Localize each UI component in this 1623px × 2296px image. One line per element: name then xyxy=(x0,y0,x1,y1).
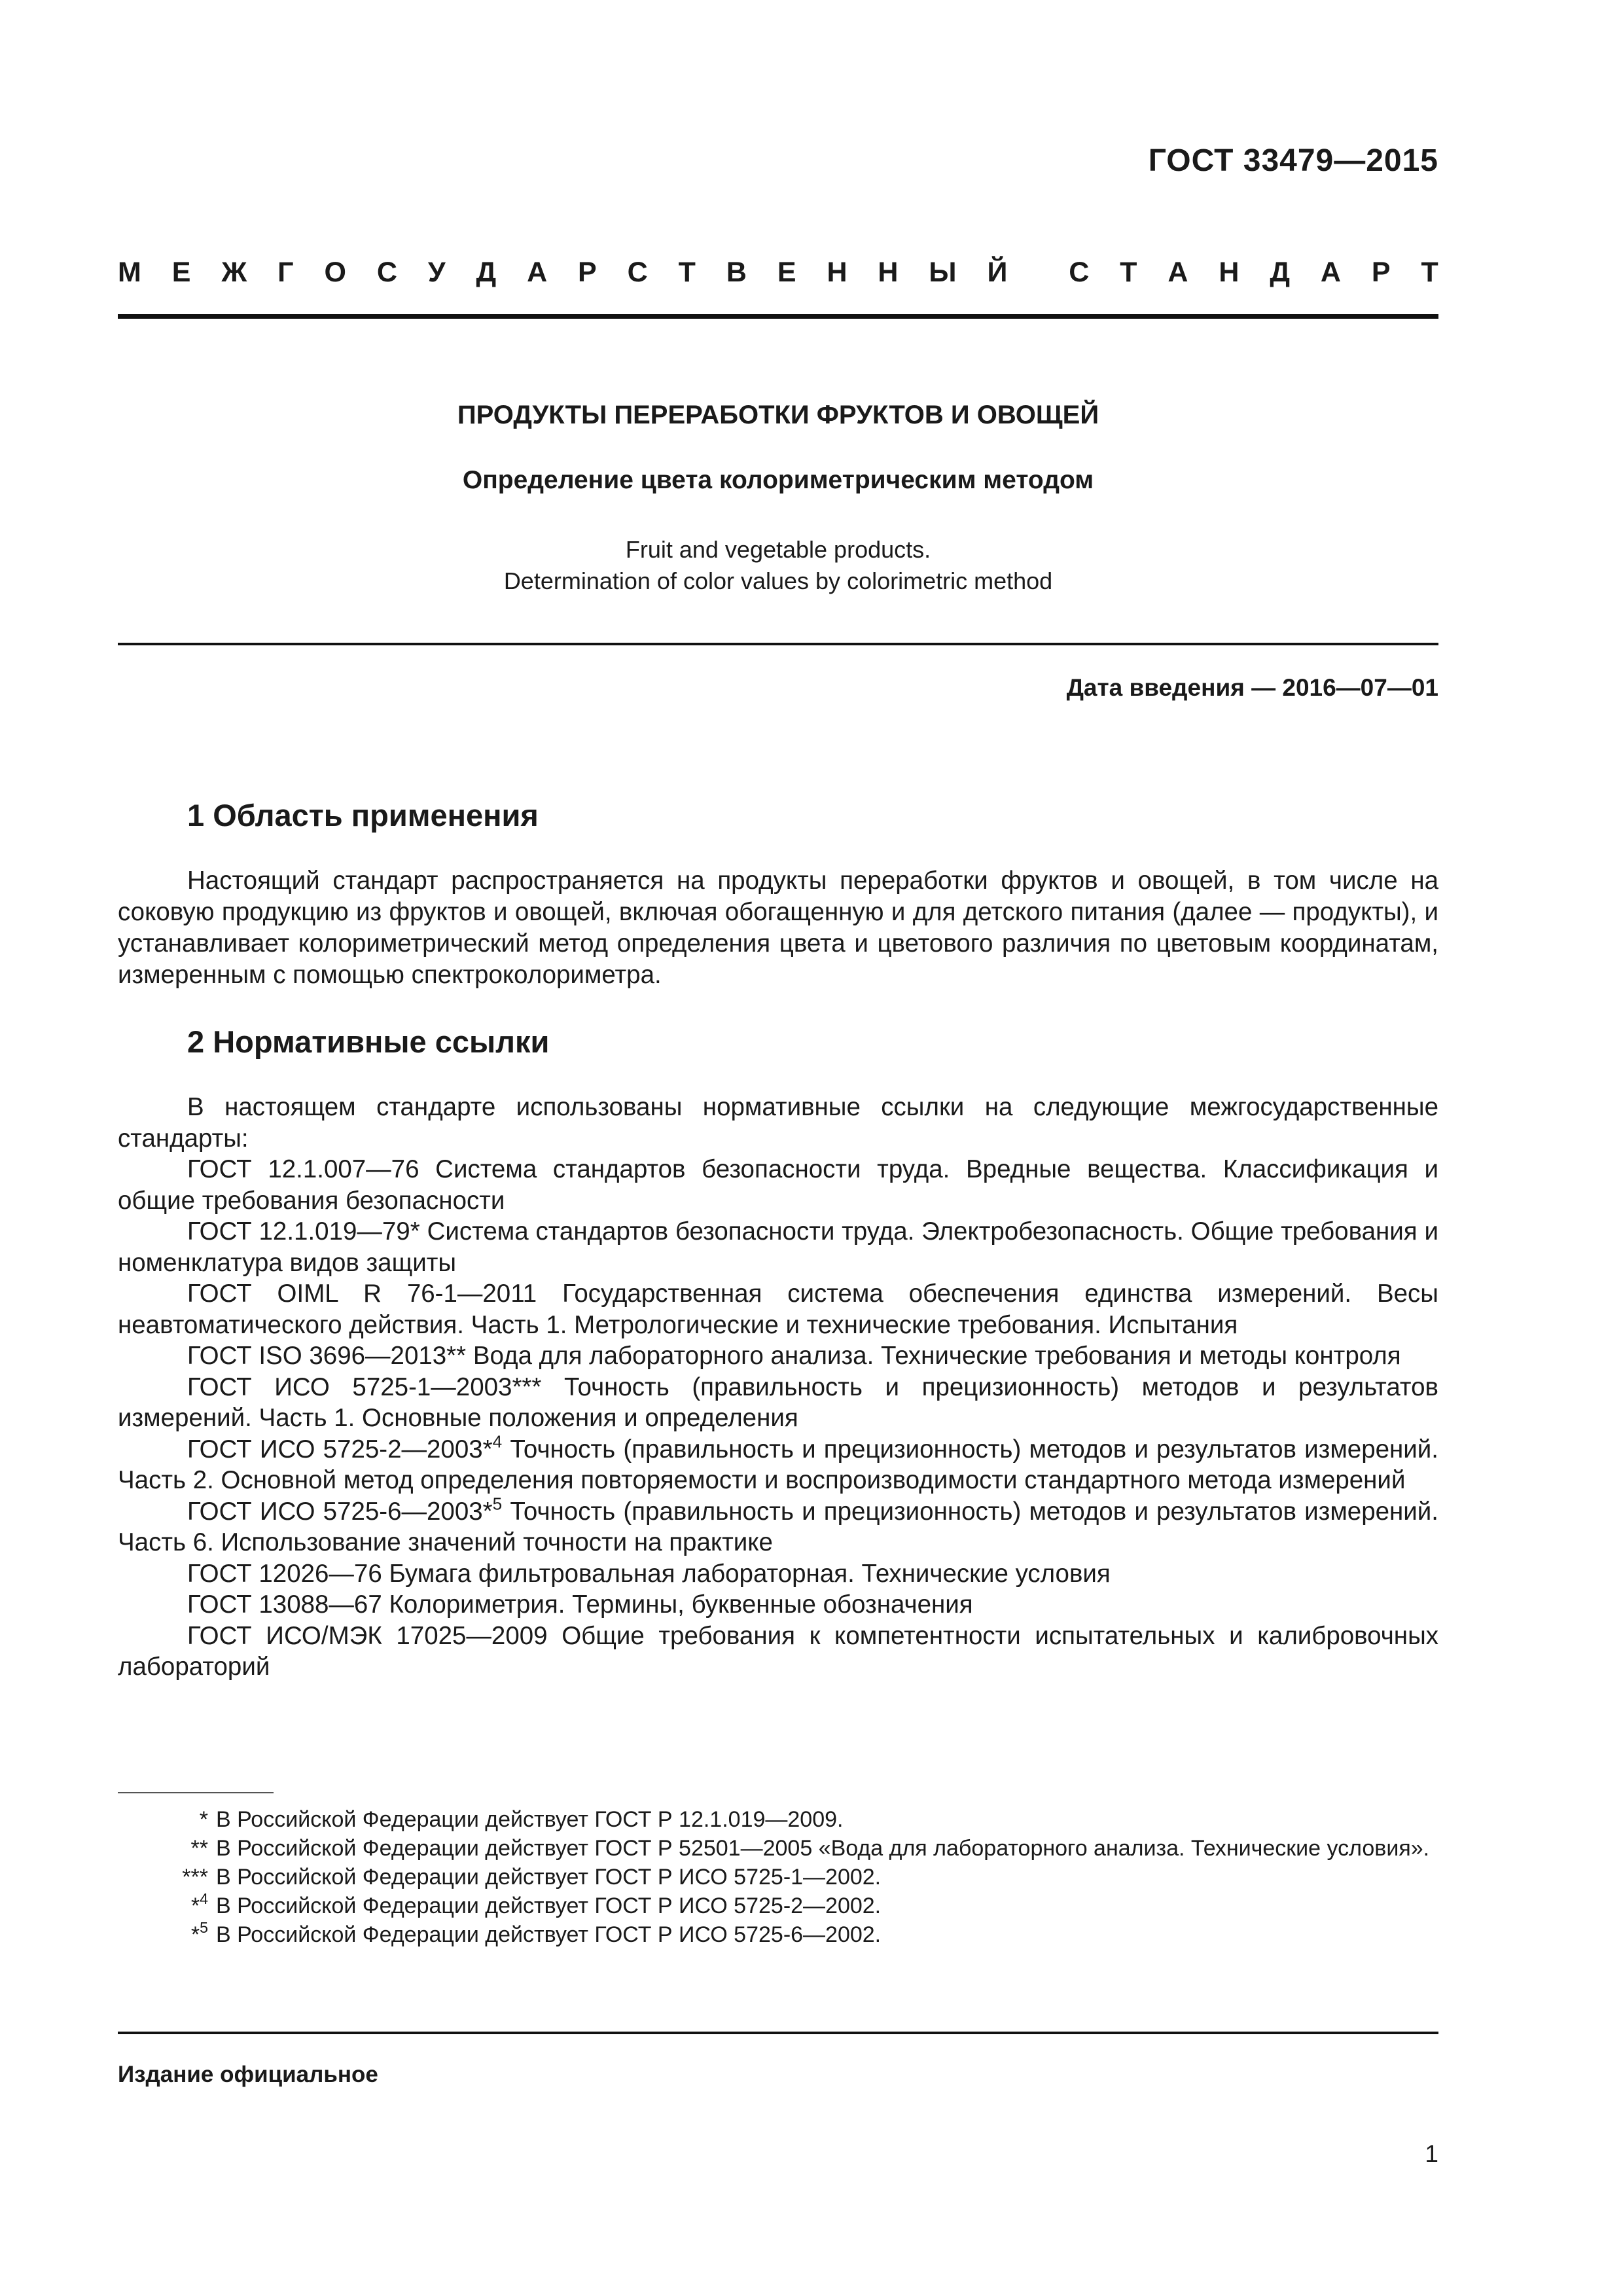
reference-item xyxy=(118,1621,1438,1683)
reference-item xyxy=(118,1154,1438,1216)
banner-letter: У xyxy=(427,257,446,288)
reference-code: ГОСТ OIML R 76-1—2011 xyxy=(187,1280,537,1308)
footnote-text: В Российской Федерации действует ГОСТ Р 52501—2005 «Вода для лабораторного анализа. Технические условия». xyxy=(216,1836,1430,1861)
reference-item xyxy=(118,1431,1439,1496)
banner-letter: Т xyxy=(1421,257,1438,288)
footnote-text: В Российской Федерации действует ГОСТ Р ИСО 5725-1—2002. xyxy=(216,1865,882,1890)
footnote-asterisk: * xyxy=(190,1922,200,1947)
banner-letter: Е xyxy=(777,257,796,288)
footnote-text: В Российской Федерации действует ГОСТ Р ИСО 5725-2—2002. xyxy=(216,1893,882,1918)
reference-item xyxy=(118,1340,1438,1372)
interstate-standard-banner xyxy=(118,257,1438,289)
footnote-text: В Российской Федерации действует ГОСТ Р ИСО 5725-6—2002. xyxy=(216,1922,882,1947)
footer-rule xyxy=(118,2032,1438,2034)
header-rule xyxy=(118,314,1438,319)
banner-letter: Й xyxy=(987,257,1008,288)
page-number: 1 xyxy=(1425,2140,1438,2167)
footnote-asterisk: * xyxy=(199,1807,208,1832)
banner-letter: Т xyxy=(678,257,696,288)
footnote-number: 5 xyxy=(200,1919,208,1937)
banner-letter: С xyxy=(627,257,648,288)
reference-item xyxy=(118,1589,1438,1621)
references-intro: В настоящем стандарте использованы нормативные ссылки на следующие межгосударственные стандарты: xyxy=(118,1093,1438,1153)
reference-code: ГОСТ ИСО 5725-1—2003*** xyxy=(187,1372,542,1401)
official-edition-label: Издание официальное xyxy=(118,2062,378,2087)
reference-title: Государственная система обеспечения единства измерений. Весы неавтоматического действия. Часть 1. Метрологические и технические требования. Испытания xyxy=(118,1280,1438,1339)
footnote-asterisk: * xyxy=(190,1893,200,1918)
reference-item xyxy=(118,1372,1438,1434)
banner-letter: Г xyxy=(277,257,294,288)
reference-title: Общие требования к компетентности испытательных и калибровочных лабораторий xyxy=(118,1621,1438,1681)
footnote xyxy=(118,1920,1438,1949)
normative-references xyxy=(118,1092,1438,1683)
footnote-asterisk: ** xyxy=(190,1836,208,1861)
footnote-number: 4 xyxy=(200,1890,208,1908)
reference-code: ГОСТ ИСО/МЭК 17025—2009 xyxy=(187,1621,548,1650)
banner-letter: М xyxy=(118,257,141,288)
reference-title: Бумага фильтровальная лабораторная. Технические условия xyxy=(389,1559,1111,1588)
reference-code: ГОСТ ИСО 5725-2—2003* xyxy=(187,1435,493,1463)
banner-letter: В xyxy=(726,257,747,288)
banner-letter: Д xyxy=(476,257,497,288)
footnote xyxy=(118,1805,1438,1834)
banner-letter: О xyxy=(324,257,346,288)
banner-letter: А xyxy=(527,257,548,288)
reference-code: ГОСТ 12.1.019—79* xyxy=(187,1217,420,1246)
reference-title: Система стандартов безопасности труда. Электробезопасность. Общие требования и номенклатура видов защиты xyxy=(118,1217,1438,1277)
banner-letter: Ы xyxy=(929,257,957,288)
footnote xyxy=(118,1863,1438,1892)
reference-code: ГОСТ ИСО 5725-6—2003* xyxy=(187,1497,493,1526)
reference-title: Точность (правильность и прецизионность) методов и результатов измерений. Часть 1. Основные положения и определения xyxy=(118,1372,1438,1432)
reference-title: Колориметрия. Термины, буквенные обозначения xyxy=(389,1590,973,1619)
footnote-asterisk: *** xyxy=(182,1865,208,1890)
footnote-mark xyxy=(118,1863,208,1892)
reference-title: Точность (правильность и прецизионность) методов и результатов измерений. Часть 6. Использование значений точности на практике xyxy=(118,1497,1439,1556)
reference-code: ГОСТ 12.1.007—76 xyxy=(187,1155,419,1183)
footnote-mark xyxy=(118,1805,208,1834)
section-1-paragraph: Настоящий стандарт распространяется на продукты переработки фруктов и овощей, в том числе на соковую продукцию из фруктов и овощей, включая обогащенную и для детского питания (далее — продукты), и устанавливает колориметрический метод определения цвета и цветового различия по цветовым координатам, измеренным с помощью спектроколориметра. xyxy=(118,867,1438,989)
banner-letter: А xyxy=(1168,257,1188,288)
banner-letter: Р xyxy=(578,257,597,288)
banner-letter: С xyxy=(376,257,397,288)
footnote-mark xyxy=(118,1834,208,1863)
section-1-text xyxy=(118,865,1438,991)
footnote-mark xyxy=(118,1920,208,1949)
banner-letter: Т xyxy=(1120,257,1137,288)
reference-title: Точность (правильность и прецизионность) методов и результатов измерений. Часть 2. Основной метод определения повторяемости и воспроизводимости стандартного метода измерений xyxy=(118,1435,1439,1494)
reference-title: Система стандартов безопасности труда. Вредные вещества. Классификация и общие требования безопасности xyxy=(118,1155,1438,1215)
reference-code: ГОСТ ISO 3696—2013** xyxy=(187,1342,467,1370)
footnote-separator xyxy=(118,1792,274,1793)
footnote xyxy=(118,1834,1438,1863)
footnote-text: В Российской Федерации действует ГОСТ Р 12.1.019—2009. xyxy=(216,1807,844,1832)
banner-letter: Н xyxy=(878,257,899,288)
banner-letter: Е xyxy=(171,257,191,288)
banner-letter: С xyxy=(1069,257,1090,288)
english-title-line-1: Fruit and vegetable products. xyxy=(625,536,931,563)
banner-letter: Н xyxy=(827,257,847,288)
reference-item xyxy=(118,1558,1438,1590)
banner-letter: Д xyxy=(1270,257,1290,288)
banner-letter: Н xyxy=(1219,257,1240,288)
reference-code: ГОСТ 13088—67 xyxy=(187,1590,382,1619)
section-1-heading: 1 Область применения xyxy=(187,798,539,833)
english-title xyxy=(118,534,1438,597)
title-rule xyxy=(118,643,1438,645)
banner-letter: Ж xyxy=(221,257,247,288)
reference-code: ГОСТ 12026—76 xyxy=(187,1559,382,1588)
footnote xyxy=(118,1892,1438,1920)
reference-item xyxy=(118,1278,1438,1340)
reference-footnote-mark: 5 xyxy=(492,1493,503,1513)
introduction-date: Дата введения — 2016—07—01 xyxy=(1066,674,1438,701)
reference-title: Вода для лабораторного анализа. Технические требования и методы контроля xyxy=(473,1342,1401,1370)
banner-letter: Р xyxy=(1371,257,1391,288)
banner-letter: А xyxy=(1320,257,1341,288)
footnotes xyxy=(118,1805,1438,1949)
gost-number: ГОСТ 33479—2015 xyxy=(1148,143,1438,178)
reference-item xyxy=(118,1216,1438,1278)
footnote-mark xyxy=(118,1892,208,1920)
document-subtitle: Определение цвета колориметрическим методом xyxy=(462,466,1094,494)
reference-item xyxy=(118,1493,1439,1558)
reference-footnote-mark: 4 xyxy=(492,1431,503,1451)
document-title: ПРОДУКТЫ ПЕРЕРАБОТКИ ФРУКТОВ И ОВОЩЕЙ xyxy=(457,401,1099,429)
section-2-heading: 2 Нормативные ссылки xyxy=(187,1024,550,1059)
english-title-line-2: Determination of color values by colorimetric method xyxy=(503,567,1053,594)
